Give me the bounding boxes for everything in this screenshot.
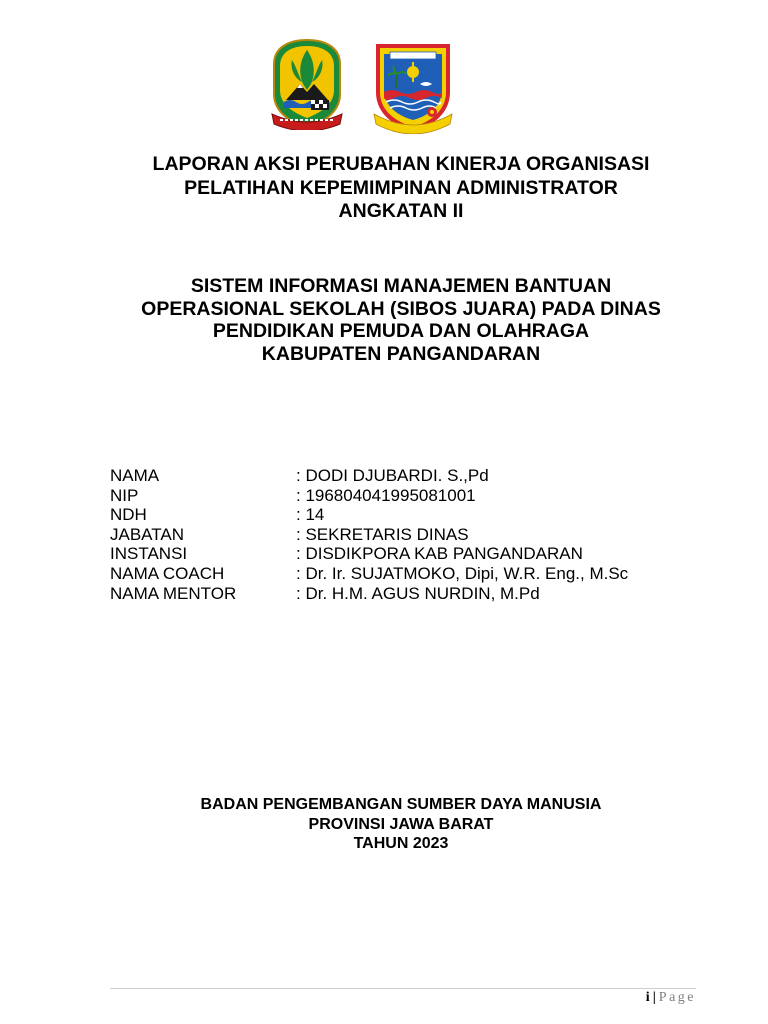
identity-row-nama xyxy=(110,466,730,486)
identity-value: : DISDIKPORA KAB PANGANDARAN xyxy=(296,544,583,564)
identity-row-jabatan xyxy=(110,525,730,545)
pangandaran-emblem-icon xyxy=(370,40,456,134)
identity-value: : DODI DJUBARDI. S.,Pd xyxy=(296,466,489,485)
identity-label: NIP xyxy=(110,485,139,505)
subtitle-line: PENDIDIKAN PEMUDA DAN OLAHRAGA xyxy=(212,320,590,342)
page-number-separator: | xyxy=(652,990,656,1005)
identity-label: NAMA xyxy=(110,466,160,485)
identity-label: NDH xyxy=(110,505,147,525)
identity-label: NAMA COACH xyxy=(110,563,225,583)
identity-value: : SEKRETARIS DINAS xyxy=(296,524,469,544)
subtitle-line: KABUPATEN PANGANDARAN xyxy=(261,342,541,365)
identity-row-coach xyxy=(110,564,730,584)
west-java-emblem-icon xyxy=(270,38,344,130)
report-subtitle xyxy=(80,275,722,365)
page-number xyxy=(646,990,696,1006)
identity-value: : 196804041995081001 xyxy=(296,485,476,505)
title-line: PELATIHAN KEPEMIMPINAN ADMINISTRATOR xyxy=(184,176,618,199)
institution-footer xyxy=(80,795,722,854)
page-number-value: i xyxy=(645,990,650,1005)
identity-row-mentor xyxy=(110,584,730,604)
title-line: LAPORAN AKSI PERUBAHAN KINERJA ORGANISASI xyxy=(152,153,650,175)
identity-label: NAMA MENTOR xyxy=(110,583,237,603)
identity-row-instansi xyxy=(110,544,730,564)
page-footer-rule xyxy=(110,988,696,989)
footer-line: PROVINSI JAWA BARAT xyxy=(308,815,494,833)
logo-row xyxy=(0,38,768,138)
title-line: ANGKATAN II xyxy=(338,200,464,222)
identity-value: : Dr. H.M. AGUS NURDIN, M.Pd xyxy=(296,583,540,603)
identity-value: : Dr. Ir. SUJATMOKO, Dipi, W.R. Eng., M.Sc xyxy=(296,563,629,583)
subtitle-line: OPERASIONAL SEKOLAH (SIBOS JUARA) PADA DINAS xyxy=(141,297,661,320)
identity-label: INSTANSI xyxy=(110,544,188,564)
identity-row-nip xyxy=(110,486,730,506)
identity-row-ndh xyxy=(110,505,730,525)
identity-table xyxy=(110,466,730,603)
identity-value: : 14 xyxy=(296,505,325,525)
subtitle-line: SISTEM INFORMASI MANAJEMEN BANTUAN xyxy=(190,275,612,297)
report-title xyxy=(80,153,722,224)
page-word: Page xyxy=(658,990,696,1005)
footer-line: TAHUN 2023 xyxy=(353,835,449,852)
footer-line: BADAN PENGEMBANGAN SUMBER DAYA MANUSIA xyxy=(200,796,602,813)
identity-label: JABATAN xyxy=(110,524,184,544)
